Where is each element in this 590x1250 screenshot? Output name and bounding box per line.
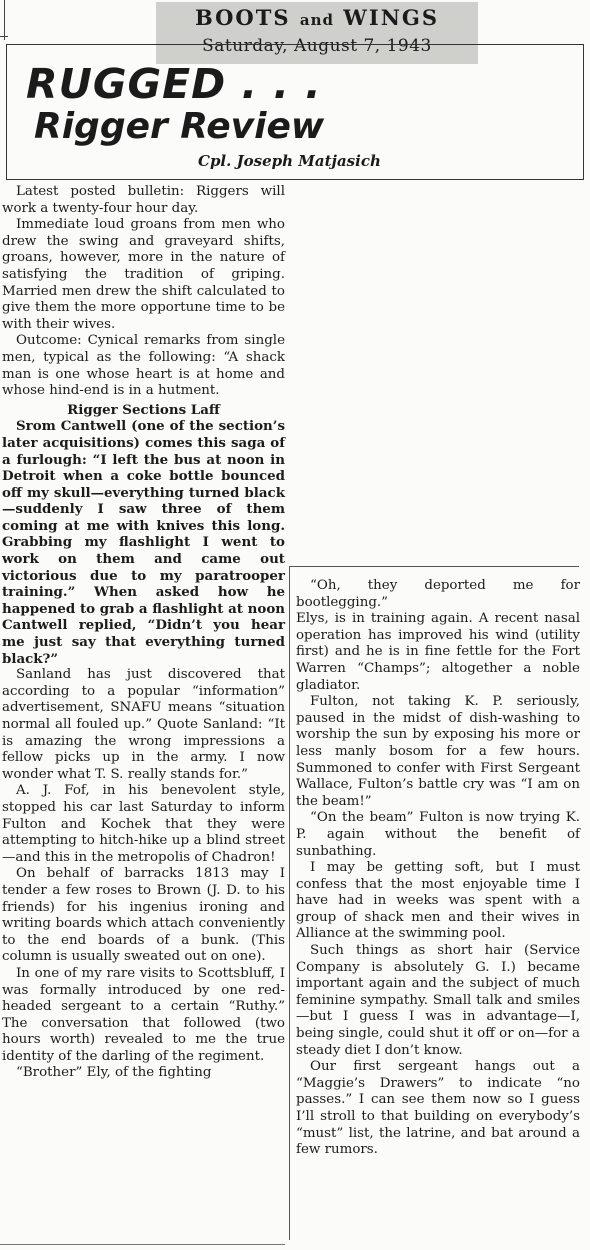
article-title-line2: Rigger Review — [34, 106, 325, 147]
paragraph: A. J. Fof, in his benevolent style, stopped his car last Saturday to inform Fulton and Kochek that they were attempting to hitch-hike up a blind street—and this in the metropolis of Chadron! — [2, 783, 285, 865]
paragraph: Elys, is in training again. A recent nasal operation has improved his wind (utility first) and he is in fine fettle for the Fort Warren “Champs”; altogether a noble gladiator. — [296, 611, 580, 693]
paper-name-boots: BOOTS — [195, 5, 291, 30]
column-divider — [289, 566, 290, 1240]
article-column-2 — [296, 578, 580, 1159]
section-subheading: Rigger Sections Laff — [67, 401, 220, 418]
paper-name-wings: WINGS — [343, 5, 439, 30]
paragraph: “Brother” Ely, of the fighting — [16, 1065, 212, 1081]
article-byline: Cpl. Joseph Matjasich — [198, 152, 381, 170]
paper-name-and: and — [299, 11, 334, 29]
paragraph: In one of my rare visits to Scottsbluff, I was formally introduced by one red-headed sergeant to a certain “Ruthy.” The conversation that followed (two hours worth) revealed to me the true identity of the darling of the regiment. — [2, 965, 285, 1064]
page-edge-mark — [0, 0, 5, 40]
paragraph: “Oh, they deported me for bootlegging.” — [296, 578, 580, 610]
paper-name — [156, 5, 478, 30]
paragraph: “On the beam” Fulton is now trying K. P. again without the benefit of sunbathing. — [296, 810, 580, 859]
page-edge-tick — [0, 36, 8, 37]
article-title-line1: RUGGED . . . — [26, 60, 322, 108]
paragraph: Outcome: Cynical remarks from single men, typical as the following: “A shack man is one whose heart is at home and whose hind-end is in a hutment. — [2, 333, 285, 399]
paragraph: Immediate loud groans from men who drew the swing and graveyard shifts, groans, however, more in the nature of satisfying the tradition of griping. Married men drew the shift calculated to give them the more opportune time to be with their wives. — [2, 217, 285, 332]
paragraph-bold: Srom Cantwell (one of the section’s later acquisitions) comes this saga of a furlough: “I left the bus at noon in Detroit when a coke bottle bounced off my skull—everything turned black—suddenly I saw three of them coming at me with knives this long. Grabbing my flashlight I went to work on them and came out victorious due to my paratrooper training.” When asked how he happened to grab a flashlight at noon Cantwell replied, “Didn’t you hear me just say that everything turned black?” — [2, 418, 285, 667]
paragraph: Latest posted bulletin: Riggers will work a twenty-four hour day. — [2, 184, 285, 216]
paragraph: Our first sergeant hangs out a “Maggie’s Drawers” to indicate “no passes.” I can see them now so I guess I’ll stroll to that building on everybody’s “must” list, the latrine, and bat around a few rumors. — [296, 1059, 580, 1158]
paragraph: Sanland has just discovered that according to a popular “information” advertisement, SNAFU means “situation normal all fouled up.” Quote Sanland: “It is amazing the wrong impressions a fellow picks up in the army. I now wonder what T. S. really stands for.” — [2, 667, 285, 782]
issue-date: Saturday, August 7, 1943 — [202, 36, 432, 56]
column-top-rule — [289, 566, 579, 567]
article-column-1 — [2, 184, 285, 1082]
paragraph: On behalf of barracks 1813 may I tender a few roses to Brown (J. D. to his friends) for his ingenius ironing and writing boards which attach conveniently to the end boards of a bunk. (This column is usually sweated out on one). — [2, 866, 285, 965]
paragraph: Such things as short hair (Service Company is absolutely G. I.) became important again and the subject of much feminine sympathy. Small talk and smiles—but I guess I was in advantage—I, being single, could shut it off or on—for a steady diet I don’t know. — [296, 943, 580, 1058]
paragraph: I may be getting soft, but I must confess that the most enjoyable time I have had in weeks was spent with a group of shack men and their wives in Alliance at the swimming pool. — [296, 860, 580, 942]
column-bottom-rule — [0, 1244, 285, 1245]
paragraph: Fulton, not taking K. P. seriously, paused in the midst of dish-washing to worship the sun by exposing his more or less manly bosom for a few hours. Summoned to confer with First Sergeant Wallace, Fulton’s battle cry was “I am on the beam!” — [296, 694, 580, 809]
